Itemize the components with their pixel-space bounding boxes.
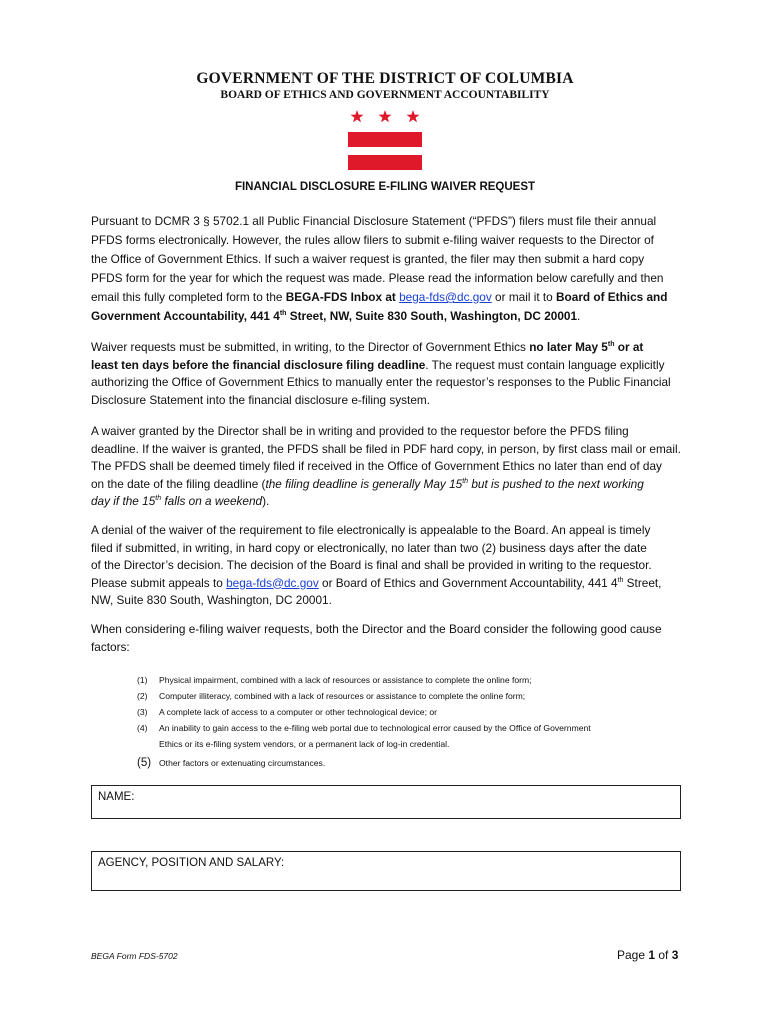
flag-bar: [348, 155, 422, 170]
deadline-note-italic: the filing deadline is generally May 15th but is pushed to the next working: [265, 476, 644, 491]
list-text: A complete lack of access to a computer or other technological device; or: [159, 707, 438, 717]
name-label: NAME:: [98, 791, 135, 803]
text-line: When considering e-filing waiver requests, both the Director and the Board consider the following good cause: [91, 622, 662, 636]
board-address-bold: Board of Ethics and: [556, 290, 668, 304]
list-number: (2): [137, 691, 148, 701]
text-line: A waiver granted by the Director shall be in writing and provided to the requestor before the PFDS filing: [91, 424, 629, 438]
email-link[interactable]: bega-fds@dc.gov: [226, 575, 319, 590]
list-item: [137, 688, 697, 704]
deadline-bold: no later May 5th or at: [529, 340, 644, 354]
agency-label: AGENCY, POSITION AND SALARY:: [98, 857, 285, 869]
list-number: (4): [137, 723, 148, 733]
form-id: BEGA Form FDS-5702: [91, 951, 178, 961]
text-line: [91, 288, 681, 307]
text-line: the Office of Government Ethics. If such a waiver request is granted, the filer may then submit a hard copy: [91, 252, 645, 266]
text-line: least ten days before the financial disclosure filing deadline. The request must contain language explicitly: [91, 357, 665, 372]
paragraph-waiver-granted: [91, 423, 681, 511]
paragraph-intro: [91, 212, 681, 326]
list-text: An inability to gain access to the e-filing web portal due to technological error caused by the Office of Government: [159, 723, 591, 733]
list-text: Other factors or extenuating circumstances.: [159, 758, 326, 768]
flag-star-icon: [351, 110, 364, 122]
text-line: PFDS form for the year for which the request was made. Please read the information below carefully and then: [91, 271, 664, 285]
page-number: Page 1 of 3: [617, 948, 679, 962]
government-heading: GOVERNMENT OF THE DISTRICT OF COLUMBIA: [196, 70, 574, 87]
text-line: day if the 15th falls on a weekend).: [91, 494, 270, 508]
document-title: FINANCIAL DISCLOSURE E-FILING WAIVER REQUEST: [234, 181, 536, 193]
text-run: .: [577, 309, 581, 323]
flag-bar: [348, 132, 422, 147]
factor-list: [137, 672, 697, 771]
text-line: on the date of the filing deadline (the filing deadline is generally May 15th but is pushed to the next working: [91, 476, 644, 491]
dc-flag-icon: [347, 108, 423, 172]
list-number: (5): [137, 757, 152, 769]
paragraph-good-cause: [91, 621, 681, 656]
text-line: Waiver requests must be submitted, in writing, to the Director of Government Ethics no later May 5th or at: [91, 340, 644, 354]
text-run: email this fully completed form to the: [91, 290, 286, 304]
deadline-note-italic: day if the 15th falls on a weekend: [91, 494, 263, 508]
text-line: NW, Suite 830 South, Washington, DC 20001.: [91, 593, 332, 607]
list-text: Physical impairment, combined with a lack of resources or assistance to complete the online form;: [159, 675, 532, 685]
text-line: The PFDS shall be deemed timely filed if received in the Office of Government Ethics no later than end of day: [91, 459, 662, 473]
flag-star-icon: [407, 110, 420, 122]
text-line: of the Director’s decision. The decision of the Board is final and shall be provided in writing to the requestor.: [91, 558, 652, 572]
text-line: factors:: [91, 639, 130, 654]
text-line: PFDS forms electronically. However, the rules allow filers to submit e-filing waiver requests to the Director of: [91, 233, 654, 247]
deadline-bold: least ten days before the financial disclosure filing deadline: [91, 357, 426, 372]
text-line: Pursuant to DCMR 3 § 5702.1 all Public Financial Disclosure Statement (“PFDS”) filers must file their annual: [91, 214, 657, 228]
name-field[interactable]: [91, 785, 681, 819]
list-text: Computer illiteracy, combined with a lack of resources or assistance to complete the online form;: [159, 691, 526, 701]
paragraph-deadline: [91, 339, 681, 409]
board-address-bold: Government Accountability, 441 4th Street, NW, Suite 830 South, Washington, DC 20001: [91, 309, 578, 323]
board-heading: BOARD OF ETHICS AND GOVERNMENT ACCOUNTABILITY: [220, 89, 550, 101]
list-item: [137, 720, 697, 752]
list-number: (1): [137, 675, 148, 685]
text-line: Disclosure Statement into the financial disclosure e-filing system.: [91, 392, 430, 407]
list-item: [137, 755, 697, 771]
text-line: Please submit appeals to bega-fds@dc.gov or Board of Ethics and Government Accountability, 441 4th Street,: [91, 575, 662, 590]
list-number: (3): [137, 707, 148, 717]
list-item: [137, 704, 697, 720]
text-line: filed if submitted, in writing, in hard copy or electronically, no later than two (2) business days after the date: [91, 540, 647, 555]
paragraph-appeal: [91, 522, 681, 610]
text-line: authorizing the Office of Government Ethics to manually enter the requestor’s responses to the Public Financial: [91, 375, 671, 389]
text-line: deadline. If the waiver is granted, the PFDS shall be filed in PDF hard copy, in person, by first class mail or email.: [91, 441, 681, 456]
text-line: [91, 307, 681, 326]
inbox-label: BEGA-FDS Inbox at: [285, 290, 400, 304]
list-text: Ethics or its e-filing system vendors, or a permanent lack of log-in credential.: [159, 739, 450, 749]
email-link[interactable]: bega-fds@dc.gov: [399, 290, 492, 304]
text-run: or mail it to: [491, 290, 557, 304]
flag-star-icon: [379, 110, 392, 122]
text-line: A denial of the waiver of the requirement to file electronically is appealable to the Board. An appeal is timely: [91, 523, 651, 537]
list-item: [137, 672, 697, 688]
agency-position-salary-field[interactable]: [91, 851, 681, 891]
